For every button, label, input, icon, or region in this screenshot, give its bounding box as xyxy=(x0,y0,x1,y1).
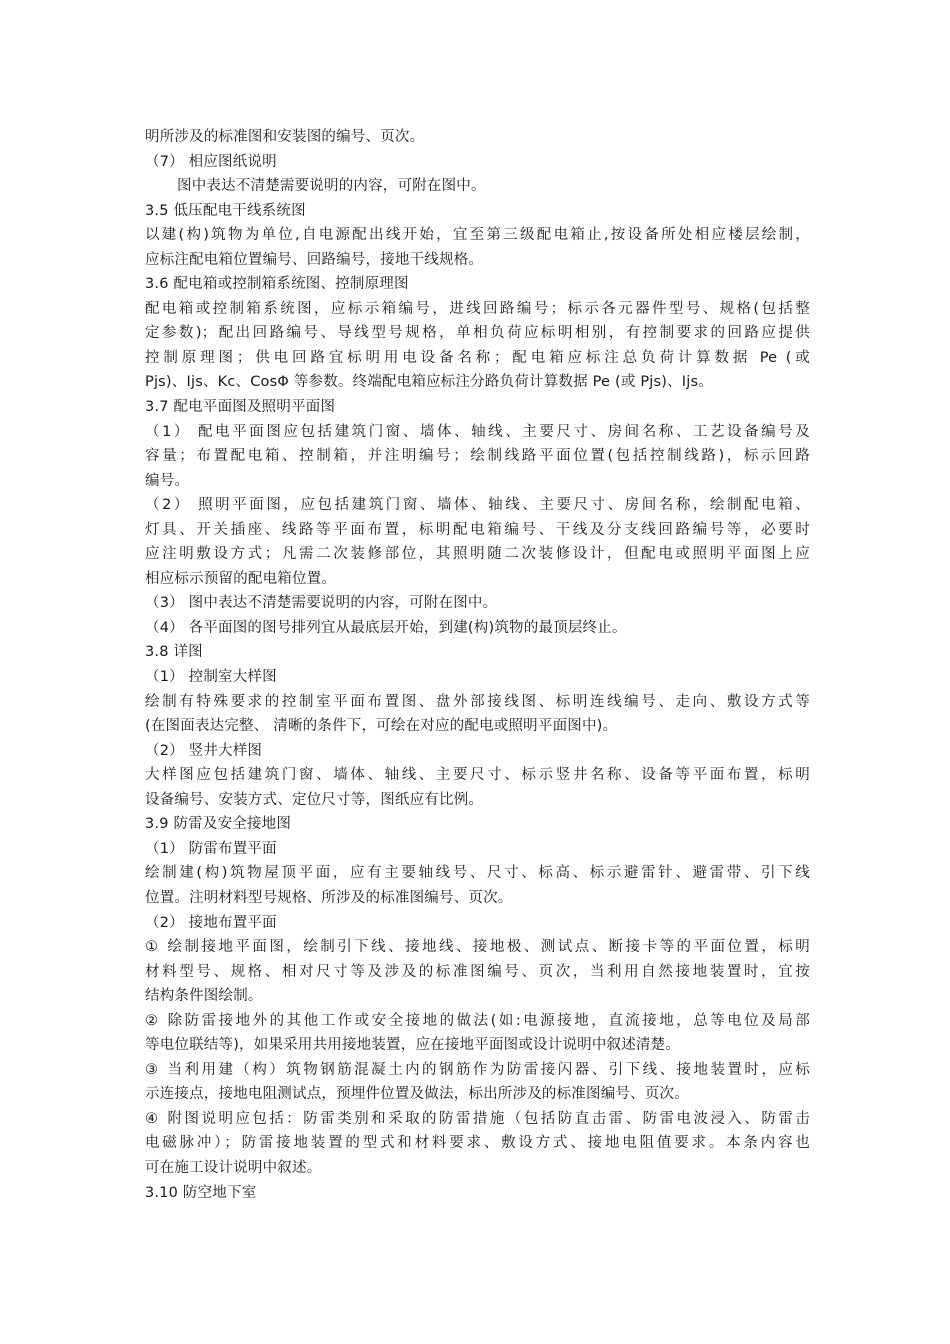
text-line: （2） 接地布置平面 xyxy=(145,914,277,931)
text-line: 3.9 防雷及安全接地图 xyxy=(145,816,292,833)
text-line: 位置。注明材料型号规格、所涉及的标准图编号、页次。 xyxy=(145,889,513,906)
text-line: 3.7 配电平面图及照明平面图 xyxy=(145,399,336,416)
text-line: 电磁脉冲）；防雷接地装置的型式和材料要求、敷设方式、接地电阻值要求。本条内容也 xyxy=(145,1135,810,1152)
text-line: 以建(构)筑物为单位,自电源配出线开始，宜至第三级配电箱止,按设备所处相应楼层绘制， xyxy=(145,227,810,244)
text-line: 定参数)；配出回路编号、导线型号规格，单相负荷应标明相别，有控制要求的回路应提供 xyxy=(145,325,810,342)
text-line: 控制原理图；供电回路宜标明用电设备名称；配电箱应标注总负荷计算数据 Pe (或 xyxy=(145,349,810,366)
text-line: 编号。 xyxy=(145,472,190,489)
text-line: （1） 防雷布置平面 xyxy=(145,840,277,857)
text-line: 明所涉及的标准图和安装图的编号、页次。 xyxy=(145,129,425,145)
text-line: ③ 当利用建（构）筑物钢筋混凝土内的钢筋作为防雷接闪器、引下线、接地装置时，应标 xyxy=(145,1061,810,1078)
text-line: 示连接点，接地电阻测试点，预埋件位置及做法，标出所涉及的标准图编号、页次。 xyxy=(145,1086,689,1103)
text-line: 3.5 低压配电干线系统图 xyxy=(145,202,306,219)
text-line: 相应标示预留的配电箱位置。 xyxy=(145,570,337,587)
text-line: Pjs)、Ijs、Kc、CosΦ 等参数。终端配电箱应标注分路负荷计算数据 Pe (或 Pjs)、Ijs。 xyxy=(145,374,713,391)
text-line: ① 绘制接地平面图，绘制引下线、接地线、接地极、测试点、断接卡等的平面位置，标明 xyxy=(145,939,810,956)
text-line: （2） 照明平面图，应包括建筑门窗、墙体、轴线、主要尺寸、房间名称，绘制配电箱、 xyxy=(145,497,810,514)
text-line: （7） 相应图纸说明 xyxy=(145,153,277,170)
text-line: 材料型号、规格、相对尺寸等及涉及的标准图编号、页次，当利用自然接地装置时，宜按 xyxy=(145,963,810,980)
text-line: 绘制建(构)筑物屋顶平面，应有主要轴线号、尺寸、标高、标示避雷针、避雷带、引下线 xyxy=(145,865,810,882)
text-line: （1） 配电平面图应包括建筑门窗、墙体、轴线、主要尺寸、房间名称、工艺设备编号及 xyxy=(145,423,810,440)
text-line: 灯具、开关插座、线路等平面布置，标明配电箱编号、干线及分支线回路编号等，必要时 xyxy=(145,521,810,538)
text-line: （4） 各平面图的图号排列宜从最底层开始，到建(构)筑物的最顶层终止。 xyxy=(145,619,627,636)
text-line: （1） 控制室大样图 xyxy=(145,669,277,686)
text-line: 图中表达不清楚需要说明的内容，可附在图中。 xyxy=(177,178,486,195)
text-line: 容量；布置配电箱、控制箱，并注明编号；绘制线路平面位置(包括控制线路)，标示回路 xyxy=(145,448,810,465)
text-line: 3.6 配电箱或控制箱系统图、控制原理图 xyxy=(145,276,409,293)
text-line: 可在施工设计说明中叙述。 xyxy=(145,1159,322,1176)
text-line: （2） 竖井大样图 xyxy=(145,742,263,759)
text-line: 绘制有特殊要求的控制室平面布置图、盘外部接线图、标明连线编号、走向、敷设方式等 xyxy=(145,693,810,710)
document-body xyxy=(145,125,810,1205)
text-line: 3.8 详图 xyxy=(145,644,203,661)
text-line: 应注明敷设方式；凡需二次装修部位，其照明随二次装修设计，但配电或照明平面图上应 xyxy=(145,546,810,563)
text-line: ② 除防雷接地外的其他工作或安全接地的做法(如:电源接地，直流接地，总等电位及局部 xyxy=(145,1012,810,1029)
text-line: 配电箱或控制箱系统图，应标示箱编号，进线回路编号；标示各元器件型号、规格(包括整 xyxy=(145,300,810,317)
text-line: (在图面表达完整、 清晰的条件下，可绘在对应的配电或照明平面图中)。 xyxy=(145,718,618,735)
text-line: 3.10 防空地下室 xyxy=(145,1184,257,1201)
text-line: （3） 图中表达不清楚需要说明的内容，可附在图中。 xyxy=(145,595,498,612)
text-line: 等电位联结等)，如果采用共用接地装置，应在接地平面图或设计说明中叙述清楚。 xyxy=(145,1037,681,1054)
text-line: 大样图应包括建筑门窗、墙体、轴线、主要尺寸、标示竖井名称、设备等平面布置，标明 xyxy=(145,767,810,784)
text-line: 设备编号、安装方式、定位尺寸等，图纸应有比例。 xyxy=(145,791,484,808)
text-line: ④ 附图说明应包括：防雷类别和采取的防雷措施（包括防直击雷、防雷电波浸入、防雷击 xyxy=(145,1110,810,1127)
text-line: 应标注配电箱位置编号、回路编号，接地干线规格。 xyxy=(145,251,484,268)
text-line: 结构条件图绘制。 xyxy=(145,988,263,1005)
